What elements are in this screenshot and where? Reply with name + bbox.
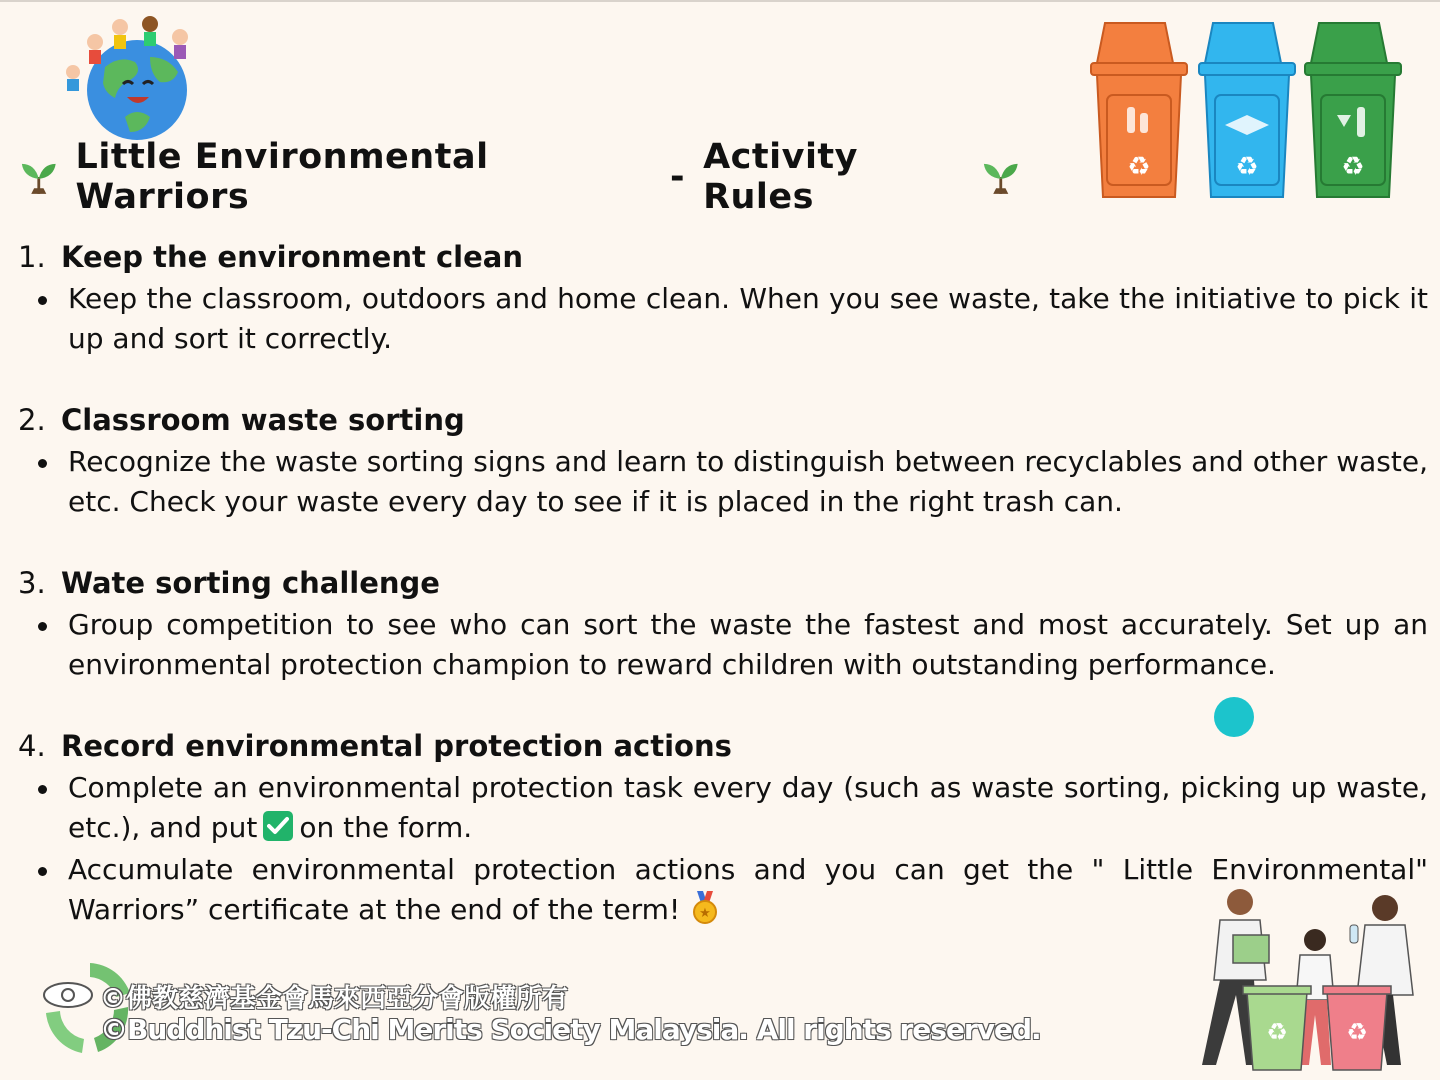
list-item (18, 605, 1428, 685)
bullet-text: Keep the classroom, outdoors and home clean. When you see waste, take the initiative to pick it up and sort it correctly. (68, 282, 1428, 355)
rule-title: Wate sorting challenge (61, 566, 440, 600)
rule-heading (18, 726, 1428, 766)
copyright-english: ©Buddhist Tzu-Chi Merits Society Malaysia. All rights reserved. (100, 1013, 1041, 1046)
svg-text:♻: ♻ (1235, 152, 1259, 182)
list-item (18, 442, 1428, 522)
svg-text:♻: ♻ (1341, 152, 1365, 182)
list-item (18, 279, 1428, 359)
sprout-icon (20, 157, 58, 197)
svg-text:♻: ♻ (1266, 1018, 1288, 1046)
bullet-dot (38, 459, 47, 468)
rule-title: Classroom waste sorting (61, 403, 465, 437)
rule-number: 1. (18, 240, 46, 274)
copyright-chinese: ©佛教慈濟基金會馬來西亞分會版權所有 (100, 984, 569, 1014)
bullet-dot (38, 622, 47, 631)
rule-2 (18, 400, 1428, 522)
sprout-icon (982, 157, 1020, 197)
bullet-text: Recognize the waste sorting signs and learn to distinguish between recyclables and other waste, etc. Check your waste every day to see if it is placed in the right trash can. (68, 445, 1428, 518)
globe-kids-illustration (55, 12, 215, 142)
rule-number: 3. (18, 566, 46, 600)
rule-title: Keep the environment clean (61, 240, 523, 274)
rule-number: 4. (18, 729, 46, 763)
bullet-text-after: on the form. (299, 811, 473, 844)
rule-1 (18, 237, 1428, 359)
title-text: Little Environmental Warriors (75, 137, 489, 217)
top-divider (0, 0, 1440, 2)
bullet-text: Group competition to see who can sort the waste the fastest and most accurately. Set up an environmental protection champion to reward children with outstanding performance. (68, 608, 1428, 681)
bullet-dot (38, 867, 47, 876)
svg-text:♻: ♻ (1346, 1018, 1368, 1046)
rule-3 (18, 563, 1428, 685)
page-title (20, 137, 1020, 217)
title-subtitle: Activity Rules (703, 137, 858, 217)
recycling-people-illustration (1195, 880, 1435, 1075)
medal-icon (692, 891, 718, 925)
check-icon (263, 811, 293, 841)
title-dash: - (670, 157, 686, 197)
svg-text:♻: ♻ (1127, 152, 1151, 182)
bullet-dot (38, 296, 47, 305)
bullet-dot (38, 785, 47, 794)
rule-title: Record environmental protection actions (61, 729, 732, 763)
recycling-bins-illustration (1085, 15, 1405, 205)
rule-number: 2. (18, 403, 46, 437)
bullet-text: Accumulate environmental protection actions and you can get the " Little Environmental" Warriors” certificate at the end of the term! (68, 853, 1428, 926)
rule-heading (18, 563, 1428, 603)
svg-text:★: ★ (699, 906, 712, 921)
rule-heading (18, 400, 1428, 440)
bullet-text-before: Complete an environmental protection task every day (such as waste sorting, picking up waste, etc.), and put (68, 771, 1428, 844)
rule-heading (18, 237, 1428, 277)
list-item (18, 768, 1428, 848)
